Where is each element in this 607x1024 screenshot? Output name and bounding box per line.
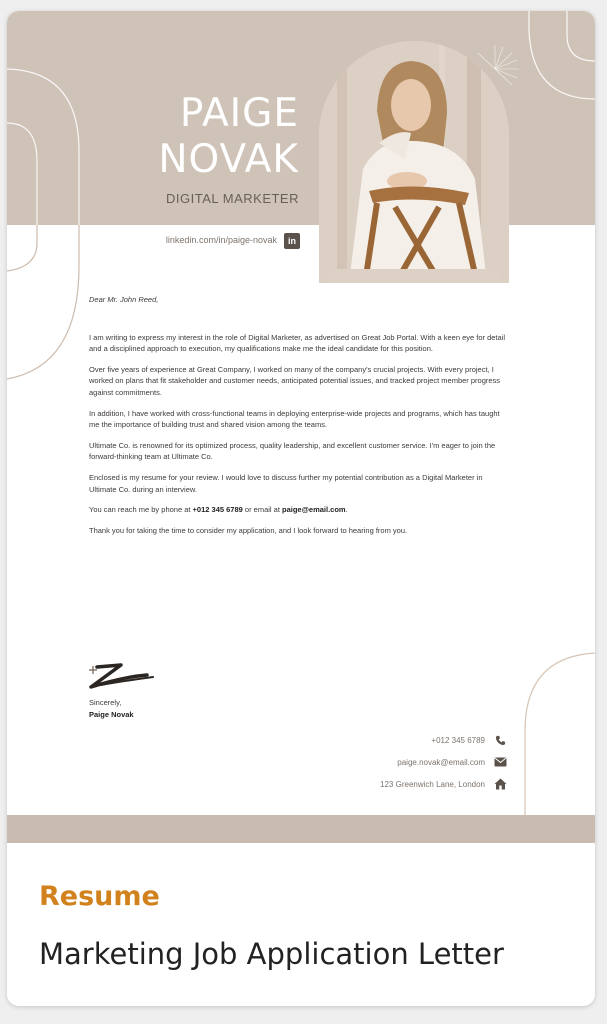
closing-text: Sincerely,: [89, 698, 122, 707]
contact-phone-inline: +012 345 6789: [192, 505, 243, 515]
candidate-name: [107, 91, 299, 183]
template-info: [7, 843, 595, 1006]
home-icon: [493, 778, 507, 790]
job-title: DIGITAL MARKETER: [166, 191, 299, 206]
template-card[interactable]: [7, 11, 595, 1006]
signature-mark: [83, 655, 163, 695]
email-text: paige.novak@email.com: [397, 757, 485, 767]
contact-email-inline: paige@email.com: [282, 505, 346, 515]
letter-paragraph: Ultimate Co. is renowned for its optimized process, quality leadership, and excellent customer service. I'm eager to join the forward-thinking team at Ultimate Co.: [89, 440, 496, 462]
letter-body: [89, 294, 509, 545]
closing-block: [89, 697, 134, 720]
phone-icon: [493, 734, 507, 746]
contact-paragraph: [89, 504, 509, 516]
contact-suffix: .: [345, 505, 348, 515]
letter-paragraph: I am writing to express my interest in the role of Digital Marketer, as advertised on Great Job Portal. With a keen eye for detail and a disciplined approach to execution, my qualifications make me the ideal candidate for this position.: [89, 332, 506, 354]
first-name: PAIGE: [179, 91, 299, 136]
letter-paragraph: Over five years of experience at Great Company, I worked on many of the company's crucial projects. With every project, I worked on plans that fit stakeholder and customer needs, anticipated potential issues, and tracked project member progress against commitments.: [89, 364, 501, 397]
contact-prefix: You can reach me by phone at: [89, 505, 193, 515]
letter-paragraph: In addition, I have worked with cross-functional teams in deploying enterprise-wide projects and programs, which has taught me the importance of building trust and shared vision among the teams.: [89, 408, 500, 430]
linkedin-icon: in: [284, 233, 300, 249]
template-title[interactable]: Marketing Job Application Letter: [39, 937, 504, 971]
template-category: Resume: [39, 881, 160, 912]
letter-paragraph: Enclosed is my resume for your review. I would love to discuss further my potential contribution as a Digital Marketer in Ultimate Co. during an interview.: [89, 472, 483, 494]
linkedin-url: linkedin.com/in/paige-novak: [165, 235, 277, 245]
contact-phone: [431, 734, 507, 746]
last-name: NOVAK: [158, 137, 299, 182]
letter-preview[interactable]: [7, 11, 595, 843]
contact-address: [380, 778, 507, 790]
address-text: 123 Greenwich Lane, London: [380, 779, 485, 789]
email-icon: [493, 756, 507, 768]
contact-email: [397, 756, 507, 768]
contact-middle: or email at: [242, 505, 282, 515]
thanks-paragraph: Thank you for taking the time to consider my application, and I look forward to hearing from you.: [89, 525, 408, 535]
salutation: Dear Mr. John Reed,: [89, 295, 159, 304]
signature-name: Paige Novak: [89, 709, 134, 719]
profile-photo: [319, 41, 509, 283]
phone-text: +012 345 6789: [431, 735, 485, 745]
